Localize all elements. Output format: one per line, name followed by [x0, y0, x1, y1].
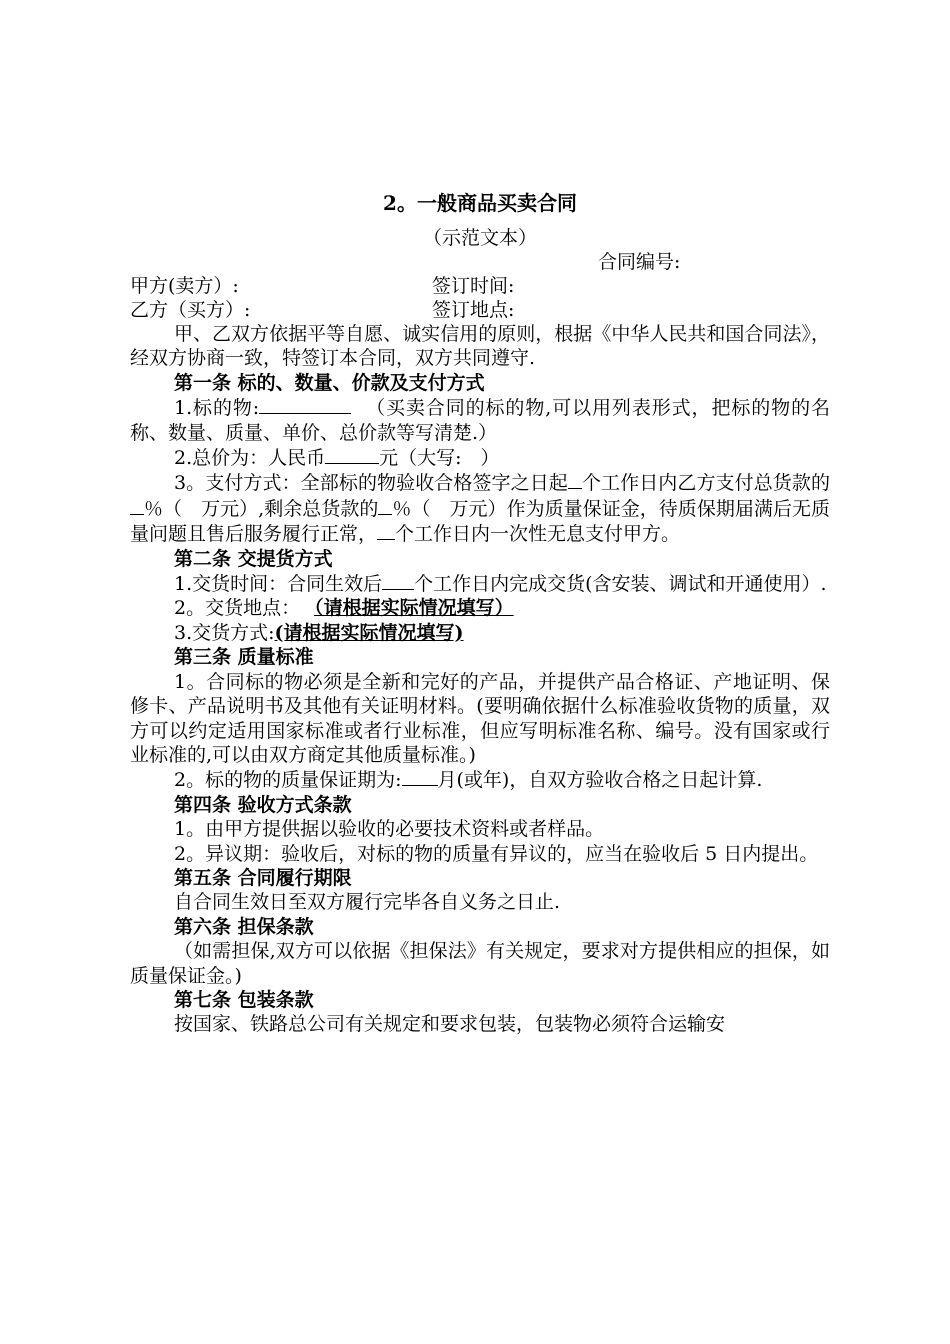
party-a-row	[130, 274, 830, 298]
delivery-method-value: (请根据实际情况填写)	[274, 621, 464, 644]
blank-field	[382, 571, 414, 590]
blank-field	[377, 521, 395, 540]
blank-field	[130, 496, 144, 515]
delivery-place-value: （请根据实际情况填写）	[314, 597, 514, 620]
article-3-item-2: 2。标的物的质量保证期为: 月(或年)，自双方验收合格之日起计算.	[174, 769, 763, 792]
intro-paragraph: 甲、乙双方依据平等自愿、诚实信用的原则，根据《中华人民共和国合同法》，经双方协商一致，特签订本合同，双方共同遵守.	[130, 323, 830, 370]
article-1-item-2: 2.总价为：人民币 元（大写: ）	[174, 447, 500, 470]
article-2-item-3: 3.交货方式:(请根据实际情况填写)	[174, 621, 464, 644]
article-1-item-3: 3。支付方式：全部标的物验收合格签字之日起 个工作日内乙方支付总货款的％（ 万元）,剩余总货款的 ％（ 万元）作为质量保证金，待质保期届满后无质量问题且售后服务履行正常， 个工作日内一次性无息支付甲方。	[130, 472, 830, 546]
contract-number-label: 合同编号:	[598, 251, 681, 273]
party-a-label: 甲方(卖方）:	[130, 275, 239, 297]
party-b-label: 乙方（买方）:	[130, 299, 251, 321]
blank-field	[568, 470, 582, 489]
article-4-item-2: 2。异议期：验收后，对标的物的质量有异议的，应当在验收后 5 日内提出。	[174, 842, 819, 865]
article-7-text: 按国家、铁路总公司有关规定和要求包装，包装物必须符合运输安	[174, 1013, 726, 1036]
contract-body	[130, 188, 830, 1037]
article-2-heading: 第二条 交提货方式	[174, 547, 333, 570]
article-4-item-1: 1。由甲方提供据以验收的必要技术资料或者样品。	[174, 818, 605, 841]
article-7-heading: 第七条 包装条款	[174, 988, 314, 1011]
sign-time-label: 签订时间:	[432, 275, 515, 297]
sign-place-label: 签订地点:	[432, 299, 515, 321]
article-2-item-1: 1.交货时间：合同生效后 个工作日内完成交货(含安装、调试和开通使用）.	[174, 573, 827, 596]
blank-field	[378, 496, 392, 515]
article-6-text: （如需担保,双方可以依据《担保法》有关规定，要求对方提供相应的担保，如质量保证金。)	[130, 940, 830, 987]
article-6-heading: 第六条 担保条款	[174, 915, 314, 938]
blank-field	[402, 767, 438, 786]
article-1-item-1: 1.标的物: （买卖合同的标的物,可以用列表形式，把标的物的名称、数量、质量、单价、总价款等写清楚.）	[130, 397, 831, 444]
article-3-heading: 第三条 质量标准	[174, 646, 314, 669]
article-2-item-2: 2。交货地点： （请根据实际情况填写）	[174, 597, 514, 620]
article-4-heading: 第四条 验收方式条款	[174, 793, 352, 816]
blank-field	[259, 395, 351, 414]
blank-field	[325, 445, 379, 464]
page-subtitle: （示范文本）	[422, 227, 537, 249]
page-title: 2。一般商品买卖合同	[383, 191, 577, 215]
article-3-item-1: 1。合同标的物必须是全新和完好的产品，并提供产品合格证、产地证明、保修卡、产品说明书及其他有关证明材料。(要明确依据什么标准验收货物的质量，双方可以约定适用国家标准或者行业标准，但应写明标准名称、编号。没有国家或行业标准的,可以由双方商定其他质量标准。)	[130, 670, 830, 766]
article-5-text: 自合同生效日至双方履行完毕各自义务之日止.	[174, 891, 561, 914]
party-b-row	[130, 298, 830, 322]
article-5-heading: 第五条 合同履行期限	[174, 866, 352, 889]
article-1-heading: 第一条 标的、数量、价款及支付方式	[174, 371, 485, 394]
